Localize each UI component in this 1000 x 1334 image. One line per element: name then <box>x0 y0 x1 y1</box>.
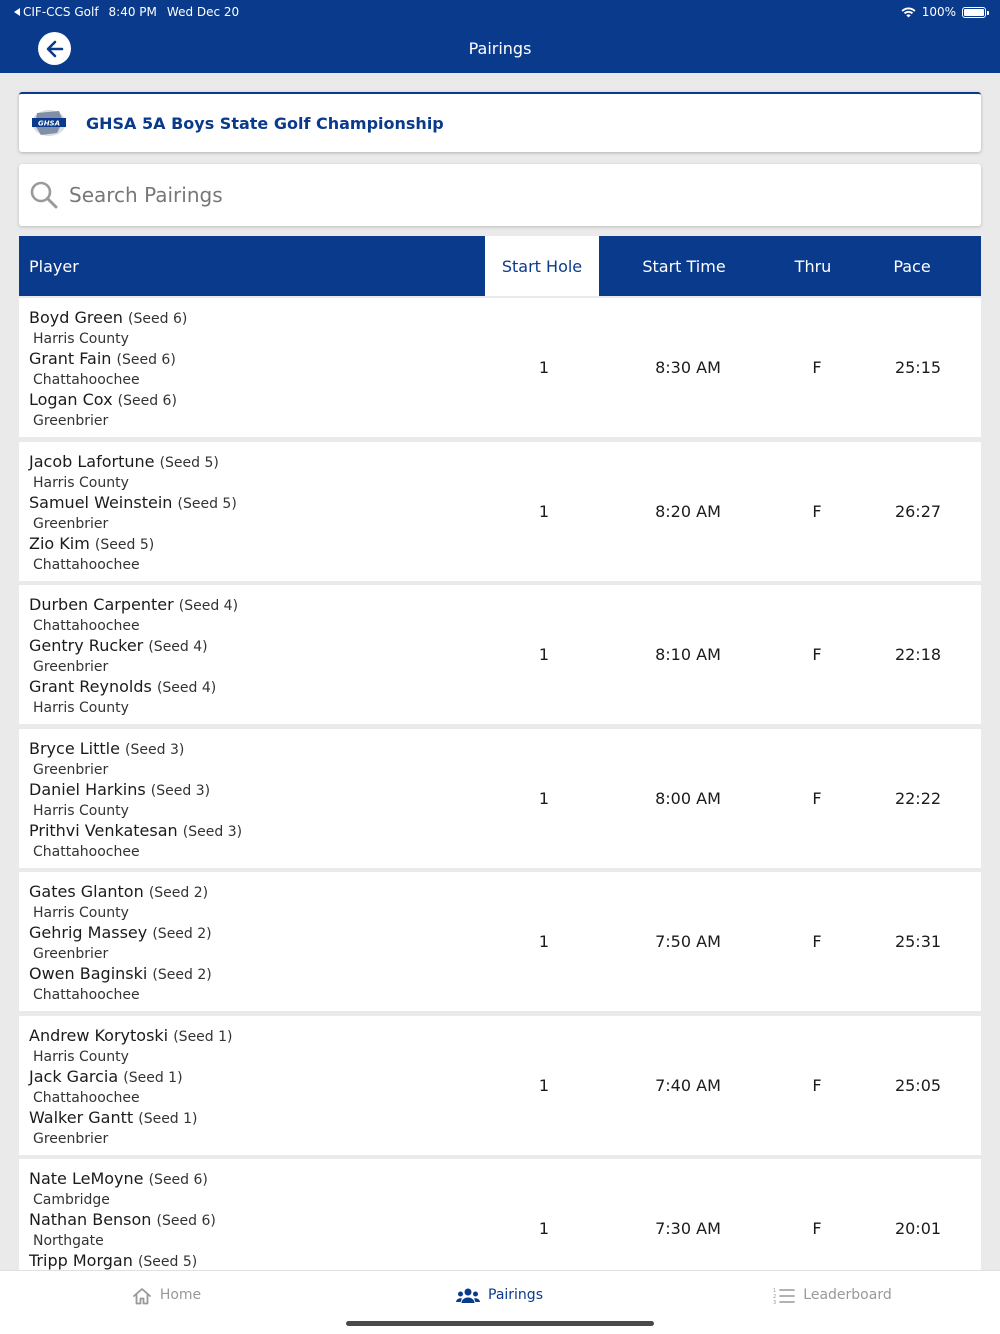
pace-cell: 25:15 <box>894 358 942 377</box>
pace-cell: 20:01 <box>894 1219 942 1238</box>
event-title: GHSA 5A Boys State Golf Championship <box>86 113 444 133</box>
pairing-row[interactable] <box>19 872 981 1011</box>
player-school: Greenbrier <box>33 761 109 778</box>
player-name: Jacob Lafortune <box>29 451 155 471</box>
svg-text:GHSA: GHSA <box>37 119 61 128</box>
player-line <box>29 1169 485 1190</box>
thru-cell: F <box>812 1075 822 1095</box>
tab-leaderboard-label: Leaderboard <box>803 1287 892 1303</box>
column-header-start-time[interactable]: Start Time <box>642 256 726 276</box>
thru-cell: F <box>812 501 822 521</box>
player-school: Harris County <box>33 905 129 921</box>
svg-text:3: 3 <box>773 1300 777 1306</box>
player-school: Chattahoochee <box>33 556 140 573</box>
start-hole-cell: 1 <box>538 358 550 377</box>
player-name: Bryce Little <box>29 738 120 758</box>
player-name: Zio Kim <box>29 533 90 553</box>
pairing-row[interactable] <box>19 585 981 724</box>
player-name: Tripp Morgan <box>29 1251 133 1270</box>
player-name: Logan Cox <box>29 390 113 409</box>
player-line <box>29 349 485 370</box>
player-line <box>29 1026 485 1047</box>
battery-percent: 100% <box>921 5 956 19</box>
search-bar[interactable] <box>19 164 981 226</box>
player-line <box>29 493 485 514</box>
tab-home[interactable] <box>0 1271 333 1334</box>
search-icon <box>29 180 59 210</box>
pairing-players <box>19 1016 485 1149</box>
player-school: Chattahoochee <box>33 618 140 634</box>
player-name: Jack Garcia <box>29 1066 119 1086</box>
thru-cell: F <box>812 358 822 377</box>
player-school: Greenbrier <box>33 413 109 429</box>
start-hole-cell: 1 <box>538 1075 550 1095</box>
player-seed: (Seed 3) <box>182 823 243 840</box>
player-school: Harris County <box>33 474 129 491</box>
page-title: Pairings <box>468 39 532 58</box>
player-seed: (Seed 6) <box>148 1172 208 1188</box>
battery-icon <box>962 7 986 18</box>
back-triangle-icon <box>14 8 20 16</box>
player-seed: (Seed 2) <box>148 885 209 901</box>
svg-text:1: 1 <box>773 1288 777 1294</box>
thru-cell: F <box>812 645 822 664</box>
pace-cell: 25:31 <box>894 932 942 951</box>
start-hole-cell: 1 <box>538 501 550 521</box>
status-bar <box>0 0 1000 24</box>
player-seed: (Seed 3) <box>125 741 185 758</box>
player-name: Andrew Korytoski <box>29 1025 169 1045</box>
player-line <box>29 780 485 801</box>
player-line <box>29 821 485 842</box>
column-header-player[interactable]: Player <box>29 256 79 276</box>
player-name: Grant Reynolds <box>29 677 152 696</box>
pace-cell: 25:05 <box>894 1075 942 1095</box>
player-school: Greenbrier <box>33 659 109 675</box>
player-name: Nathan Benson <box>29 1210 152 1229</box>
player-seed: (Seed 1) <box>138 1110 198 1127</box>
pairing-players <box>19 1159 485 1272</box>
player-school: Harris County <box>33 802 129 819</box>
back-to-app[interactable]: CIF-CCS Golf <box>14 5 99 19</box>
player-seed: (Seed 5) <box>94 536 155 553</box>
player-school: Chattahoochee <box>33 372 140 388</box>
home-indicator[interactable] <box>346 1321 654 1326</box>
pairing-players <box>19 442 485 575</box>
pairing-players <box>19 298 485 431</box>
pace-cell: 22:18 <box>894 645 942 664</box>
pairing-players <box>19 585 485 718</box>
player-line <box>29 964 485 985</box>
player-name: Walker Gantt <box>29 1107 134 1127</box>
player-seed: (Seed 6) <box>116 352 176 368</box>
player-seed: (Seed 1) <box>173 1028 233 1045</box>
search-input[interactable] <box>69 183 929 207</box>
start-hole-cell: 1 <box>538 932 550 951</box>
start-time-cell: 8:00 AM <box>655 788 721 808</box>
player-school: Harris County <box>33 331 129 347</box>
column-header-start-hole[interactable]: Start Hole <box>485 236 599 296</box>
player-line <box>29 1210 485 1231</box>
nav-bar <box>0 24 1000 73</box>
player-seed: (Seed 6) <box>128 311 188 327</box>
player-seed: (Seed 5) <box>177 495 237 512</box>
start-time-cell: 8:10 AM <box>655 645 721 664</box>
pace-cell: 26:27 <box>894 501 942 521</box>
player-seed: (Seed 2) <box>152 967 212 983</box>
wifi-icon <box>901 7 916 18</box>
player-line <box>29 677 485 698</box>
player-school: Harris County <box>33 700 129 716</box>
player-line <box>29 390 485 411</box>
player-name: Owen Baginski <box>29 964 148 983</box>
player-school: Greenbrier <box>33 515 109 532</box>
start-time-cell: 7:40 AM <box>655 1075 721 1095</box>
player-name: Prithvi Venkatesan <box>29 820 178 840</box>
tab-pairings-label: Pairings <box>488 1287 543 1303</box>
player-line <box>29 308 485 329</box>
pairing-players <box>19 872 485 1005</box>
ghsa-logo <box>29 105 69 141</box>
player-seed: (Seed 2) <box>152 926 212 942</box>
player-line <box>29 1067 485 1088</box>
pace-cell: 22:22 <box>894 788 942 808</box>
player-seed: (Seed 6) <box>117 393 177 409</box>
player-line <box>29 452 485 473</box>
tab-home-label: Home <box>159 1287 202 1303</box>
player-name: Gates Glanton <box>29 882 144 901</box>
player-line <box>29 882 485 903</box>
player-school: Chattahoochee <box>33 1089 140 1106</box>
tab-leaderboard[interactable] <box>666 1271 999 1334</box>
player-school: Northgate <box>33 1233 104 1249</box>
event-card[interactable] <box>19 92 981 152</box>
status-time: 8:40 PM <box>108 5 157 19</box>
player-school: Chattahoochee <box>33 843 140 860</box>
thru-cell: F <box>812 1219 822 1238</box>
player-seed: (Seed 5) <box>159 454 219 471</box>
pairing-row[interactable] <box>19 729 981 868</box>
status-date: Wed Dec 20 <box>166 5 240 19</box>
start-time-cell: 7:50 AM <box>655 932 721 951</box>
player-school: Greenbrier <box>33 946 109 962</box>
player-name: Durben Carpenter <box>29 595 174 614</box>
start-hole-cell: 1 <box>538 645 550 664</box>
player-name: Grant Fain <box>29 349 112 368</box>
player-line <box>29 534 485 555</box>
users-icon <box>456 1287 480 1305</box>
thru-cell: F <box>812 932 822 951</box>
player-line <box>29 923 485 944</box>
svg-text:2: 2 <box>773 1294 777 1300</box>
thru-cell: F <box>812 788 822 808</box>
player-school: Greenbrier <box>33 1130 109 1147</box>
start-hole-cell: 1 <box>538 788 550 808</box>
start-time-cell: 8:30 AM <box>655 358 721 377</box>
player-name: Samuel Weinstein <box>29 492 173 512</box>
pairing-players <box>19 729 485 862</box>
pairing-row[interactable] <box>19 442 981 581</box>
player-seed: (Seed 4) <box>178 598 239 614</box>
pairing-row[interactable] <box>19 298 981 437</box>
start-time-cell: 8:20 AM <box>655 501 721 521</box>
player-school: Chattahoochee <box>33 987 140 1003</box>
player-line <box>29 1251 485 1272</box>
player-school: Cambridge <box>33 1192 110 1208</box>
pairings-list[interactable] <box>19 298 981 1270</box>
start-hole-cell: 1 <box>538 1219 550 1238</box>
column-header-pace[interactable]: Pace <box>893 256 931 276</box>
player-seed: (Seed 4) <box>148 639 208 655</box>
player-line <box>29 636 485 657</box>
start-time-cell: 7:30 AM <box>655 1219 721 1238</box>
player-seed: (Seed 5) <box>137 1254 198 1270</box>
pairing-row[interactable] <box>19 1016 981 1155</box>
player-line <box>29 1108 485 1129</box>
player-seed: (Seed 6) <box>156 1213 216 1229</box>
back-button[interactable] <box>38 32 71 65</box>
list-icon <box>773 1287 795 1305</box>
player-name: Daniel Harkins <box>29 779 146 799</box>
player-name: Boyd Green <box>29 308 123 327</box>
player-name: Nate LeMoyne <box>29 1169 144 1188</box>
player-school: Harris County <box>33 1048 129 1065</box>
table-header <box>19 236 981 296</box>
player-name: Gehrig Massey <box>29 923 148 942</box>
column-header-thru[interactable]: Thru <box>794 256 832 276</box>
player-seed: (Seed 1) <box>123 1069 183 1086</box>
player-line <box>29 595 485 616</box>
player-seed: (Seed 3) <box>150 782 211 799</box>
home-icon <box>132 1287 152 1305</box>
player-line <box>29 739 485 760</box>
player-seed: (Seed 4) <box>156 680 217 696</box>
arrow-left-icon <box>44 38 66 60</box>
player-name: Gentry Rucker <box>29 636 144 655</box>
